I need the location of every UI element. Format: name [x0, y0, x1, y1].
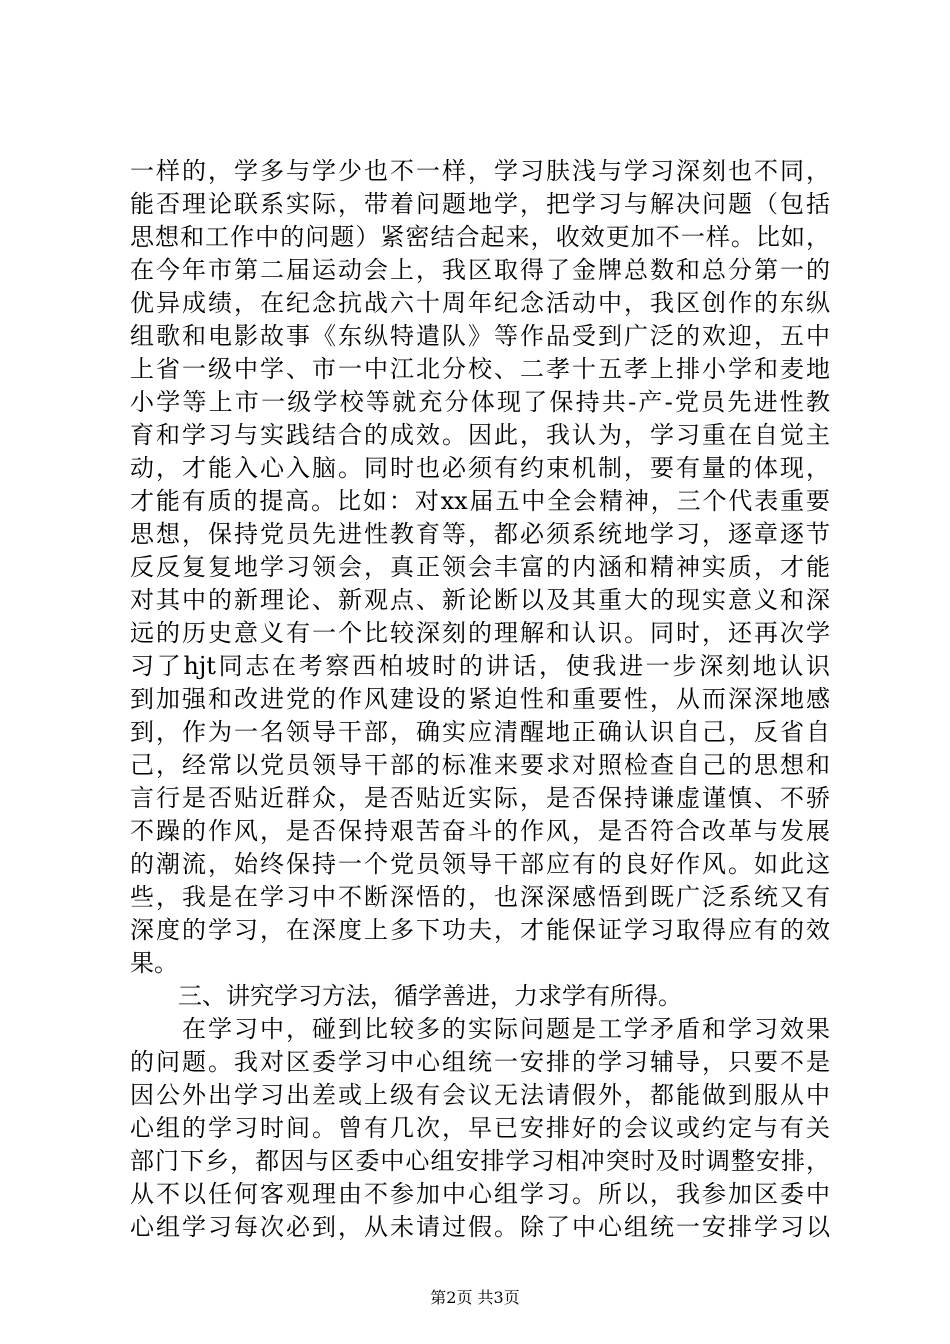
text-line: 反反复复地学习领会，真正领会丰富的内涵和精神实质，才能 [130, 553, 830, 581]
text-line: 言行是否贴近群众，是否贴近实际，是否保持谦虚谨慎、不骄 [130, 784, 830, 812]
text-line: 因公外出学习出差或上级有会议无法请假外，都能做到服从中 [130, 1081, 830, 1109]
text-line: 三、讲究学习方法，循学善进，力求学有所得。 [130, 982, 682, 1010]
text-line: 能否理论联系实际，带着问题地学，把学习与解决问题（包括 [130, 190, 830, 218]
text-line: 育和学习与实践结合的成效。因此，我认为，学习重在自觉主 [130, 421, 830, 449]
text-line: 远的历史意义有一个比较深刻的理解和认识。同时，还再次学 [130, 619, 830, 647]
text-line: 的潮流，始终保持一个党员领导干部应有的良好作风。如此这 [130, 850, 830, 878]
text-line: 在今年市第二届运动会上，我区取得了金牌总数和总分第一的 [130, 256, 830, 284]
text-line: 深度的学习，在深度上多下功夫，才能保证学习取得应有的效 [130, 916, 830, 944]
page-footer: 第2页 共3页 [430, 1288, 520, 1307]
text-line: 从不以任何客观理由不参加中心组学习。所以，我参加区委中 [130, 1180, 830, 1208]
text-line: 对其中的新理论、新观点、新论断以及其重大的现实意义和深 [130, 586, 830, 614]
text-line: 果。 [130, 949, 178, 977]
text-line: 心组的学习时间。曾有几次，早已安排好的会议或约定与有关 [130, 1114, 830, 1142]
text-line: 上省一级中学、市一中江北分校、二孝十五孝上排小学和麦地 [130, 355, 830, 383]
text-line: 部门下乡，都因与区委中心组安排学习相冲突时及时调整安排， [130, 1147, 830, 1175]
text-line: 思想，保持党员先进性教育等，都必须系统地学习，逐章逐节 [130, 520, 830, 548]
text-line: 一样的，学多与学少也不一样，学习肤浅与学习深刻也不同， [130, 157, 830, 185]
text-line: 己，经常以党员领导干部的标准来要求对照检查自己的思想和 [130, 751, 830, 779]
text-line: 优异成绩，在纪念抗战六十周年纪念活动中，我区创作的东纵 [130, 289, 830, 317]
text-line: 才能有质的提高。比如：对xx届五中全会精神，三个代表重要 [130, 487, 830, 515]
text-line: 到，作为一名领导干部，确实应清醒地正确认识自己，反省自 [130, 718, 830, 746]
text-line: 的问题。我对区委学习中心组统一安排的学习辅导，只要不是 [130, 1048, 830, 1076]
text-line: 动，才能入心入脑。同时也必须有约束机制，要有量的体现， [130, 454, 830, 482]
text-line: 不躁的作风，是否保持艰苦奋斗的作风，是否符合改革与发展 [130, 817, 830, 845]
text-line: 些，我是在学习中不断深悟的，也深深感悟到既广泛系统又有 [130, 883, 830, 911]
text-line: 到加强和改进党的作风建设的紧迫性和重要性，从而深深地感 [130, 685, 830, 713]
text-line: 在学习中，碰到比较多的实际问题是工学矛盾和学习效果 [130, 1015, 830, 1043]
text-line: 习了hjt同志在考察西柏坡时的讲话，使我进一步深刻地认识 [130, 652, 830, 680]
text-line: 心组学习每次必到，从未请过假。除了中心组统一安排学习以 [130, 1213, 830, 1241]
document-body [130, 155, 830, 1244]
text-line: 小学等上市一级学校等就充分体现了保持共-产-党员先进性教 [130, 388, 830, 416]
text-line: 组歌和电影故事《东纵特遣队》等作品受到广泛的欢迎，五中 [130, 322, 830, 350]
text-line: 思想和工作中的问题）紧密结合起来，收效更加不一样。比如， [130, 223, 830, 251]
